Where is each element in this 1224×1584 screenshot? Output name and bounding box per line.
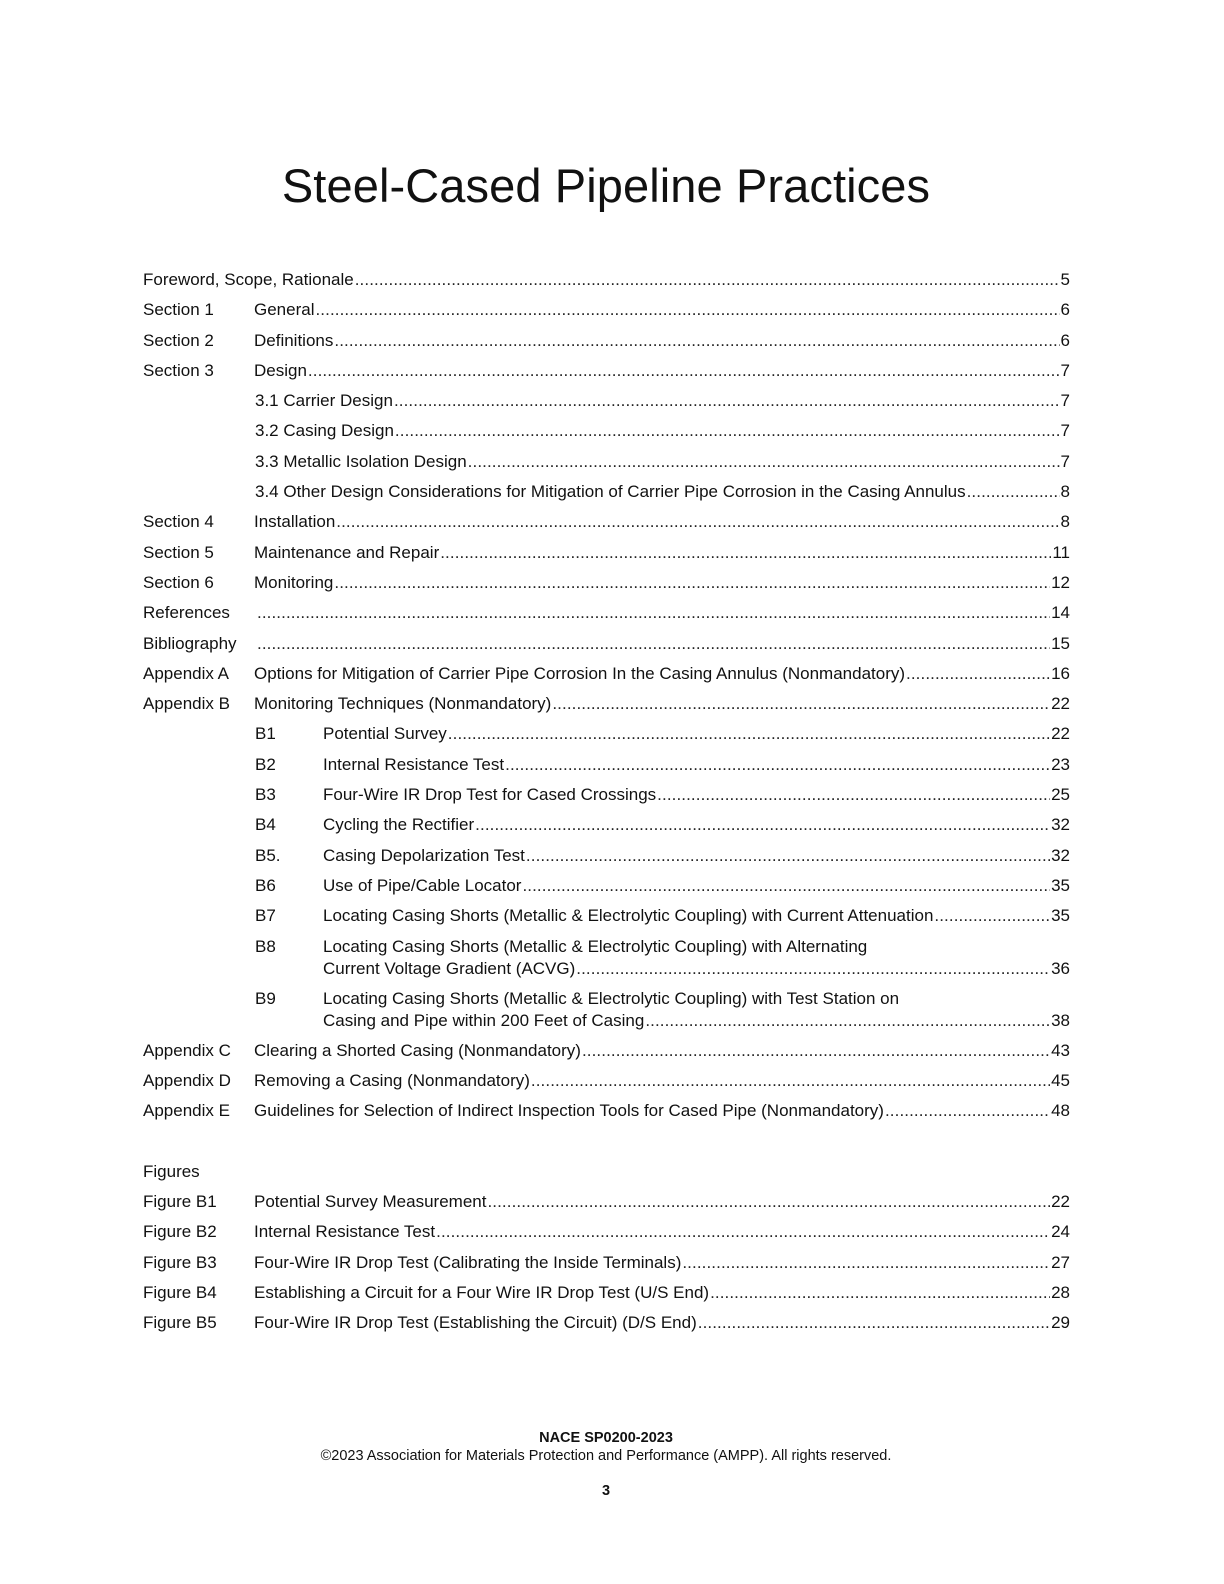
dot-leader	[394, 391, 1060, 411]
figure-label: Figure B4	[143, 1282, 217, 1302]
figure-entry[interactable]	[254, 1253, 1070, 1273]
toc-page-number: 25	[1051, 785, 1070, 805]
dot-leader	[334, 331, 1059, 351]
figure-title: Four-Wire IR Drop Test (Establishing the Circuit) (D/S End)	[254, 1313, 697, 1333]
dot-leader	[934, 906, 1050, 926]
toc-entry-title: 3.4 Other Design Considerations for Mitigation of Carrier Pipe Corrosion in the Casing Annulus	[255, 482, 966, 502]
toc-entry[interactable]	[254, 1101, 1070, 1121]
toc-entry-title: Monitoring Techniques (Nonmandatory)	[254, 694, 552, 714]
dot-leader	[967, 482, 1060, 502]
dot-leader	[257, 634, 1050, 654]
toc-page-number: 12	[1051, 572, 1070, 592]
toc-entry-title: Cycling the Rectifier	[323, 815, 475, 835]
footer-page-number: 3	[601, 1483, 611, 1499]
dot-leader	[436, 1222, 1050, 1242]
figure-page-number: 29	[1051, 1313, 1070, 1333]
toc-subsection-number: B3	[255, 785, 276, 805]
toc-entry-title: Casing and Pipe within 200 Feet of Casing	[323, 1010, 645, 1030]
toc-page-number: 22	[1051, 694, 1070, 714]
toc-row	[143, 477, 1070, 507]
toc-row	[143, 326, 1070, 356]
dot-leader	[257, 603, 1050, 623]
toc-entry-title: 3.2 Casing Design	[255, 421, 394, 441]
toc-entry-title: Foreword, Scope, Rationale	[143, 270, 354, 289]
toc-entry-title: Maintenance and Repair	[254, 542, 440, 562]
toc-subsection-number: B8	[255, 936, 276, 956]
toc-subentry[interactable]	[323, 1011, 1070, 1031]
toc-entry-title: 3.1 Carrier Design	[255, 391, 393, 411]
toc-entry-title: Options for Mitigation of Carrier Pipe Corrosion In the Casing Annulus (Nonmandatory)	[254, 663, 906, 683]
toc-label: Appendix E	[143, 1101, 230, 1121]
toc-page-number: 36	[1051, 958, 1070, 978]
toc-subentry[interactable]	[323, 846, 1070, 866]
toc-page-number: 7	[1060, 360, 1070, 380]
toc-entry-title: General	[254, 300, 315, 320]
toc-row	[143, 598, 1070, 628]
figure-entry[interactable]	[254, 1283, 1070, 1303]
dot-leader	[336, 512, 1059, 532]
toc-subsection-number: B5.	[255, 845, 281, 865]
toc-row	[143, 386, 1070, 416]
toc-label: Section 3	[143, 360, 214, 380]
toc-subentry[interactable]	[323, 906, 1070, 926]
toc-page-number: 5	[1060, 270, 1070, 289]
toc-label: Appendix D	[143, 1070, 231, 1090]
toc-row	[143, 538, 1070, 568]
toc-entry-title: Design	[254, 360, 307, 380]
toc-subsection-number: B6	[255, 875, 276, 895]
toc-row	[143, 984, 1070, 1036]
toc-subentry[interactable]	[323, 724, 1070, 744]
toc-subsection-number: B1	[255, 724, 276, 744]
toc-label: Section 2	[143, 330, 214, 350]
dot-leader	[334, 573, 1050, 593]
toc-entry-title: Monitoring	[254, 572, 334, 592]
toc-row	[143, 265, 1070, 295]
toc-row	[143, 719, 1070, 749]
figure-page-number: 27	[1051, 1252, 1070, 1272]
figure-row	[143, 1248, 1070, 1278]
dot-leader	[475, 815, 1050, 835]
toc-entry-title: Casing Depolarization Test	[323, 845, 525, 865]
toc-label: Section 6	[143, 572, 214, 592]
toc-row	[143, 871, 1070, 901]
toc-entry[interactable]	[254, 361, 1070, 381]
toc-page-number: 6	[1060, 300, 1070, 320]
toc-page-number: 23	[1051, 754, 1070, 774]
toc-subentry[interactable]	[255, 482, 1070, 502]
toc-page-number: 35	[1051, 906, 1070, 926]
figure-label: Figure B3	[143, 1252, 217, 1272]
toc-entry-title: Locating Casing Shorts (Metallic & Electrolytic Coupling) with Current Attenuation	[323, 906, 934, 926]
toc-row	[143, 1096, 1070, 1126]
toc-entry-title-line1: Locating Casing Shorts (Metallic & Electrolytic Coupling) with Test Station on	[323, 988, 900, 1008]
figure-row	[143, 1278, 1070, 1308]
document-title: Steel-Cased Pipeline Practices	[281, 159, 931, 212]
toc-label: References	[143, 603, 230, 623]
dot-leader	[315, 300, 1059, 320]
dot-leader	[657, 785, 1050, 805]
toc-row	[143, 1066, 1070, 1096]
dot-leader	[522, 876, 1050, 896]
footer-standard-id: NACE SP0200-2023	[539, 1430, 673, 1446]
toc-label: Appendix B	[143, 694, 230, 714]
toc-page-number: 22	[1051, 724, 1070, 744]
toc-label: Bibliography	[143, 633, 237, 653]
toc-row	[143, 629, 1070, 659]
toc-row	[143, 416, 1070, 446]
figure-label: Figure B2	[143, 1222, 217, 1242]
toc-entry[interactable]	[254, 543, 1070, 563]
toc-row	[143, 356, 1070, 386]
toc-subentry[interactable]	[255, 421, 1070, 441]
toc-page-number: 38	[1051, 1010, 1070, 1030]
figure-page-number: 22	[1051, 1192, 1070, 1212]
figure-row	[143, 1308, 1070, 1338]
figure-entry[interactable]	[254, 1313, 1070, 1333]
toc-entry[interactable]	[254, 664, 1070, 684]
figure-title: Internal Resistance Test	[254, 1222, 436, 1242]
toc-page-number: 32	[1051, 815, 1070, 835]
footer-copyright: ©2023 Association for Materials Protection and Performance (AMPP). All rights reserved.	[320, 1448, 892, 1464]
toc-row	[143, 932, 1070, 984]
toc-entry-title: Internal Resistance Test	[323, 754, 505, 774]
figure-page-number: 28	[1051, 1282, 1070, 1302]
toc-entry-title: 3.3 Metallic Isolation Design	[255, 451, 467, 471]
toc-row	[143, 901, 1070, 931]
toc-entry[interactable]	[256, 634, 1070, 654]
dot-leader	[440, 543, 1051, 563]
figures-heading-row	[143, 1157, 1070, 1187]
toc-row	[143, 689, 1070, 719]
toc-page-number: 7	[1060, 391, 1070, 411]
toc-row	[143, 841, 1070, 871]
toc-row	[143, 507, 1070, 537]
toc-subentry[interactable]	[255, 391, 1070, 411]
dot-leader	[582, 1041, 1050, 1061]
toc-subentry[interactable]	[323, 815, 1070, 835]
figure-title: Establishing a Circuit for a Four Wire IR Drop Test (U/S End)	[254, 1282, 710, 1302]
toc-entry-title: Four-Wire IR Drop Test for Cased Crossings	[323, 785, 657, 805]
toc-page-number: 8	[1060, 482, 1070, 502]
toc-entry-title: Use of Pipe/Cable Locator	[323, 875, 522, 895]
toc-entry[interactable]	[254, 300, 1070, 320]
toc-label: Section 1	[143, 300, 214, 320]
dot-leader	[531, 1071, 1050, 1091]
toc-row	[143, 568, 1070, 598]
toc-entry[interactable]	[254, 573, 1070, 593]
toc-subsection-number: B7	[255, 906, 276, 926]
toc-page-number: 8	[1060, 512, 1070, 532]
toc-row	[143, 659, 1070, 689]
dot-leader	[487, 1192, 1050, 1212]
figure-row	[143, 1187, 1070, 1217]
toc-page-number: 14	[1051, 603, 1070, 623]
toc-subentry[interactable]	[323, 959, 1070, 979]
toc-page-number: 11	[1052, 542, 1070, 562]
toc-entry-title: Current Voltage Gradient (ACVG)	[323, 958, 576, 978]
toc-subentry[interactable]	[255, 452, 1070, 472]
dot-leader	[468, 452, 1060, 472]
toc-label: Section 4	[143, 512, 214, 532]
dot-leader	[308, 361, 1060, 381]
toc-label: Section 5	[143, 542, 214, 562]
dot-leader	[645, 1011, 1050, 1031]
toc-page-number: 35	[1051, 875, 1070, 895]
toc-entry[interactable]	[254, 1071, 1070, 1091]
figure-title: Four-Wire IR Drop Test (Calibrating the Inside Terminals)	[254, 1252, 682, 1272]
spacer	[143, 1126, 1070, 1156]
dot-leader	[698, 1313, 1050, 1333]
toc-entry-title: Installation	[254, 512, 336, 532]
toc-entry[interactable]	[254, 694, 1070, 714]
toc-row	[143, 810, 1070, 840]
toc-row	[143, 1036, 1070, 1066]
toc-page-number: 7	[1060, 421, 1070, 441]
toc-page-number: 16	[1051, 663, 1070, 683]
toc-entry-title: Removing a Casing (Nonmandatory)	[254, 1070, 530, 1090]
toc-row	[143, 295, 1070, 325]
toc-row	[143, 780, 1070, 810]
toc-entry[interactable]	[256, 603, 1070, 623]
dot-leader	[885, 1101, 1050, 1121]
dot-leader	[505, 755, 1050, 775]
toc-page-number: 7	[1060, 451, 1070, 471]
figure-entry[interactable]	[254, 1192, 1070, 1212]
toc-label: Appendix A	[143, 663, 230, 683]
toc-page-number: 15	[1051, 633, 1070, 653]
toc-page-number: 48	[1051, 1101, 1070, 1121]
toc-entry[interactable]	[254, 1041, 1070, 1061]
toc-row	[143, 447, 1070, 477]
dot-leader	[526, 846, 1050, 866]
dot-leader	[906, 664, 1050, 684]
dot-leader	[710, 1283, 1050, 1303]
figure-label: Figure B1	[143, 1192, 217, 1212]
toc-entry-title: Clearing a Shorted Casing (Nonmandatory)	[254, 1040, 581, 1060]
dot-leader	[682, 1253, 1050, 1273]
figure-title: Potential Survey Measurement	[254, 1192, 487, 1212]
toc-subentry[interactable]	[323, 876, 1070, 896]
toc-entry[interactable]	[143, 270, 1070, 290]
dot-leader	[448, 724, 1050, 744]
figure-label: Figure B5	[143, 1313, 217, 1333]
dot-leader	[552, 694, 1050, 714]
toc-entry-title: Guidelines for Selection of Indirect Inspection Tools for Cased Pipe (Nonmandatory)	[254, 1101, 884, 1121]
toc-entry[interactable]	[254, 331, 1070, 351]
dot-leader	[395, 421, 1060, 441]
figure-entry[interactable]	[254, 1222, 1070, 1242]
toc-subsection-number: B9	[255, 988, 276, 1008]
figure-page-number: 24	[1051, 1222, 1070, 1242]
toc-entry-title: Definitions	[254, 330, 334, 350]
figure-row	[143, 1217, 1070, 1247]
toc-entry-title-line1: Locating Casing Shorts (Metallic & Electrolytic Coupling) with Alternating	[323, 936, 868, 956]
toc-page-number: 45	[1051, 1070, 1070, 1090]
toc-entry[interactable]	[254, 512, 1070, 532]
toc-row	[143, 750, 1070, 780]
toc-subentry[interactable]	[323, 785, 1070, 805]
figures-heading: Figures	[143, 1161, 200, 1181]
toc-label: Appendix C	[143, 1040, 231, 1060]
toc-entry-title: Potential Survey	[323, 724, 447, 744]
toc-subsection-number: B4	[255, 815, 276, 835]
toc-page-number: 43	[1051, 1040, 1070, 1060]
toc-subsection-number: B2	[255, 754, 276, 774]
dot-leader	[576, 959, 1050, 979]
toc-subentry[interactable]	[323, 755, 1070, 775]
toc-page-number: 32	[1051, 845, 1070, 865]
dot-leader	[355, 270, 1060, 290]
table-of-contents	[143, 265, 1070, 1339]
toc-page-number: 6	[1060, 330, 1070, 350]
